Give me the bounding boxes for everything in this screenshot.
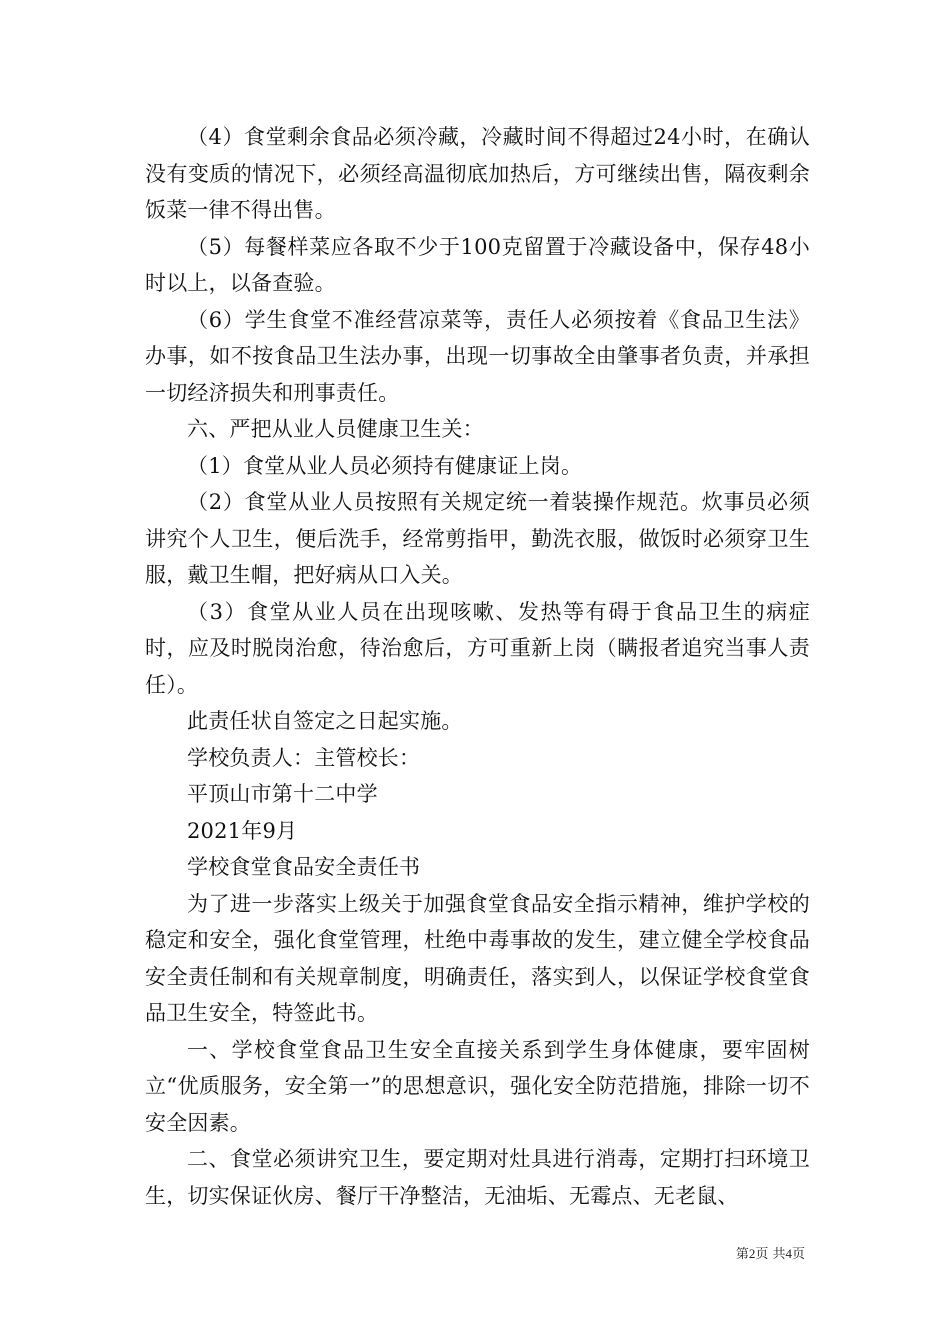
paragraph-item-5-sample-dishes: （5）每餐样菜应各取不少于100克留置于冷藏设备中，保存48小时以上，以备查验。 — [145, 234, 810, 295]
total-page-number: 4 — [785, 1246, 792, 1261]
second-document-title: 学校食堂食品安全责任书 — [187, 855, 421, 879]
intro-paragraph: 为了进一步落实上级关于加强食堂食品安全指示精神，维护学校的稳定和安全，强化食堂管理，杜绝中毒事故的发生，建立健全学校食品安全责任制和有关规章制度，明确责任，落实到人，以保证学校食堂食品卫生安全，特签此书。 — [145, 891, 810, 1025]
section-heading-staff-health: 六、严把从业人员健康卫生关： — [187, 417, 484, 441]
footer-suffix: 页 — [791, 1247, 805, 1262]
section-one-paragraph: 一、学校食堂食品卫生安全直接关系到学生身体健康，要牢固树立“优质服务，安全第一”的思想意识，强化安全防范措施，排除一切不安全因素。 — [145, 1037, 810, 1135]
paragraph-item-4-leftover-food: （4）食堂剩余食品必须冷藏，冷藏时间不得超过24小时，在确认没有变质的情况下，必须经高温彻底加热后，方可继续出售，隔夜剩余饭菜一律不得出售。 — [145, 125, 810, 222]
paragraph-item-6-no-cold-dishes: （6）学生食堂不准经营凉菜等，责任人必须按着《食品卫生法》办事，如不按食品卫生法办事，出现一切事故全由肇事者负责，并承担一切经济损失和刑事责任。 — [145, 307, 810, 405]
document-body — [145, 119, 810, 1214]
page-number-footer — [736, 1246, 805, 1263]
school-name: 平顶山市第十二中学 — [187, 782, 378, 806]
paragraph-staff-uniform-hygiene: （2）食堂从业人员按照有关规定统一着装操作规范。炊事员必须讲究个人卫生，便后洗手，经常剪指甲，勤洗衣服，做饭时必须穿卫生服，戴卫生帽，把好病从口入关。 — [145, 490, 810, 587]
effective-date-statement: 此责任状自签定之日起实施。 — [187, 709, 463, 733]
paragraph-staff-health-certificate: （1）食堂从业人员必须持有健康证上岗。 — [187, 453, 583, 478]
paragraph-staff-illness: （3）食堂从业人员在出现咳嗽、发热等有碍于食品卫生的病症时，应及时脱岗治愈，待治愈后，方可重新上岗（瞒报者追究当事人责任）。 — [145, 599, 810, 697]
signature-line: 学校负责人：主管校长： — [187, 745, 421, 770]
document-date: 2021年9月 — [187, 818, 298, 843]
footer-prefix: 第 — [735, 1247, 749, 1262]
current-page-number: 2 — [748, 1246, 756, 1261]
section-two-paragraph: 二、食堂必须讲究卫生，要定期对灶具进行消毒，定期打扫环境卫生，切实保证伙房、餐厅干净整洁，无油垢、无霉点、无老鼠、 — [145, 1147, 810, 1208]
footer-middle: 页 共 — [755, 1247, 786, 1262]
